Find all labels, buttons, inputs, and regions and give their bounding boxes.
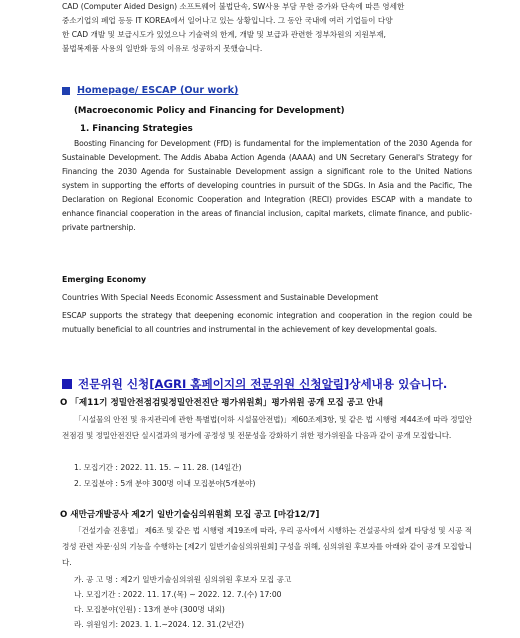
intro-line-3: 한 CAD 개발 및 보급시도가 있었으나 기술력의 한계, 개발 및 보급과 관련한 정부차원의 지원부재,	[62, 30, 386, 39]
notice2-item-2: 나. 모집기간 : 2022. 11. 17.(목) ~ 2022. 12. 7.(수) 17:00	[74, 590, 282, 599]
notice1-paragraph: 「시설물의 안전 및 유지관리에 관한 특별법(이하 시설물안전법)」제60조제3항, 및 같은 법 시행령 제44조에 따라 정밀안전점검 및 정밀안전진단 실시결과의 평가에 공정성 및 전문성을 강화하기 위한 평가위원을 다음과 같이 공개 모집합니다.	[62, 415, 472, 440]
apply-heading	[62, 376, 447, 392]
notice2-title: O 새만금개발공사 제2기 일반기술심의위원회 모집 공고 [마감12/7]	[60, 510, 320, 520]
notice1-item-1: 1. 모집기간 : 2022. 11. 15. ~ 11. 28. (14일간)	[74, 463, 242, 472]
section-financing-strategies: 1. Financing Strategies	[80, 124, 193, 134]
bullet-square-icon	[62, 87, 70, 95]
emerging-economy-title: Emerging Economy	[62, 275, 147, 284]
intro-line-2: 중소기업의 폐업 등등 IT KOREA에서 일어나고 있는 상황입니다. 그 동안 국내에 여러 기업들이 다양	[62, 16, 393, 25]
notice2-item-3: 다. 모집분야(인원) : 13개 분야 (300명 내외)	[74, 605, 225, 614]
notice2-paragraph: 「건설기술 진흥법」 제6조 및 같은 법 시행령 제19조에 따라, 우리 공사에서 시행하는 건설공사의 설계 타당성 및 시공 적정성 관련 자문·심의 기능을 수행하는 [제2기 일반기술심의위원회] 구성을 위해, 심의위원 후보자를 아래와 같이 공개 모집합니다.	[62, 526, 472, 567]
apply-suffix: 상세내용 있습니다.	[349, 377, 448, 391]
notice2-item-1: 가. 공 고 명 : 제2기 일반기술심의위원 심의위원 후보자 모집 공고	[74, 575, 292, 584]
escap-homepage-link[interactable]	[62, 85, 238, 96]
escap-link-text[interactable]: Homepage/ ESCAP (Our work)	[77, 85, 239, 96]
apply-prefix: 전문위원 신청	[78, 377, 150, 391]
notice2-item-4: 라. 위원임기: 2023. 1. 1.~2024. 12. 31.(2년간)	[74, 620, 245, 629]
intro-line-1: CAD (Computer Aided Design) 소프트웨어 불법단속, SW사용 부담 무한 증가와 단속에 따른 영세한	[62, 2, 405, 11]
bullet-square-icon	[62, 379, 72, 389]
financing-paragraph: Boosting Financing for Development (FfD) is fundamental for the implementation of the 2030 Agenda for Sustainable Development. The Addis Ababa Action Agenda (AAAA) and UN Secretary General's Strategy for Financing the 2030 Agenda for Sustainable Development assign a significant role to the United Nations system in supporting the efforts of developing countries in pursuit of the SDGs. In Asia and the Pacific, The Declaration on Regional Economic Cooperation and Integration (RECI) provides ESCAP with a mandate to enhance financial cooperation in the areas of financial inclusion, capital markets, climate finance, and public-private partnership.	[62, 139, 472, 232]
apply-link[interactable]: [AGRI 홈페이지의 전문위원 신청알림]	[149, 377, 350, 391]
notice1-title: O 「제11기 정밀안전점검및정밀안전진단 평가위원회」평가위원 공개 모집 공고 안내	[60, 398, 384, 408]
escap-subtitle: (Macroeconomic Policy and Financing for Development)	[74, 106, 345, 116]
emerging-economy-paragraph: ESCAP supports the strategy that deepening economic integration and cooperation in the region could be mutually beneficial to all countries and instrumental in the achievement of key developmental goals.	[62, 311, 472, 334]
notice1-item-2: 2. 모집분야 : 5개 분야 300명 이내 모집분야(5개분야)	[74, 479, 256, 488]
emerging-economy-line: Countries With Special Needs Economic Assessment and Sustainable Development	[62, 293, 379, 302]
intro-line-4: 불법복제품 사용의 일반화 등의 이유로 성공하지 못했습니다.	[62, 44, 263, 53]
